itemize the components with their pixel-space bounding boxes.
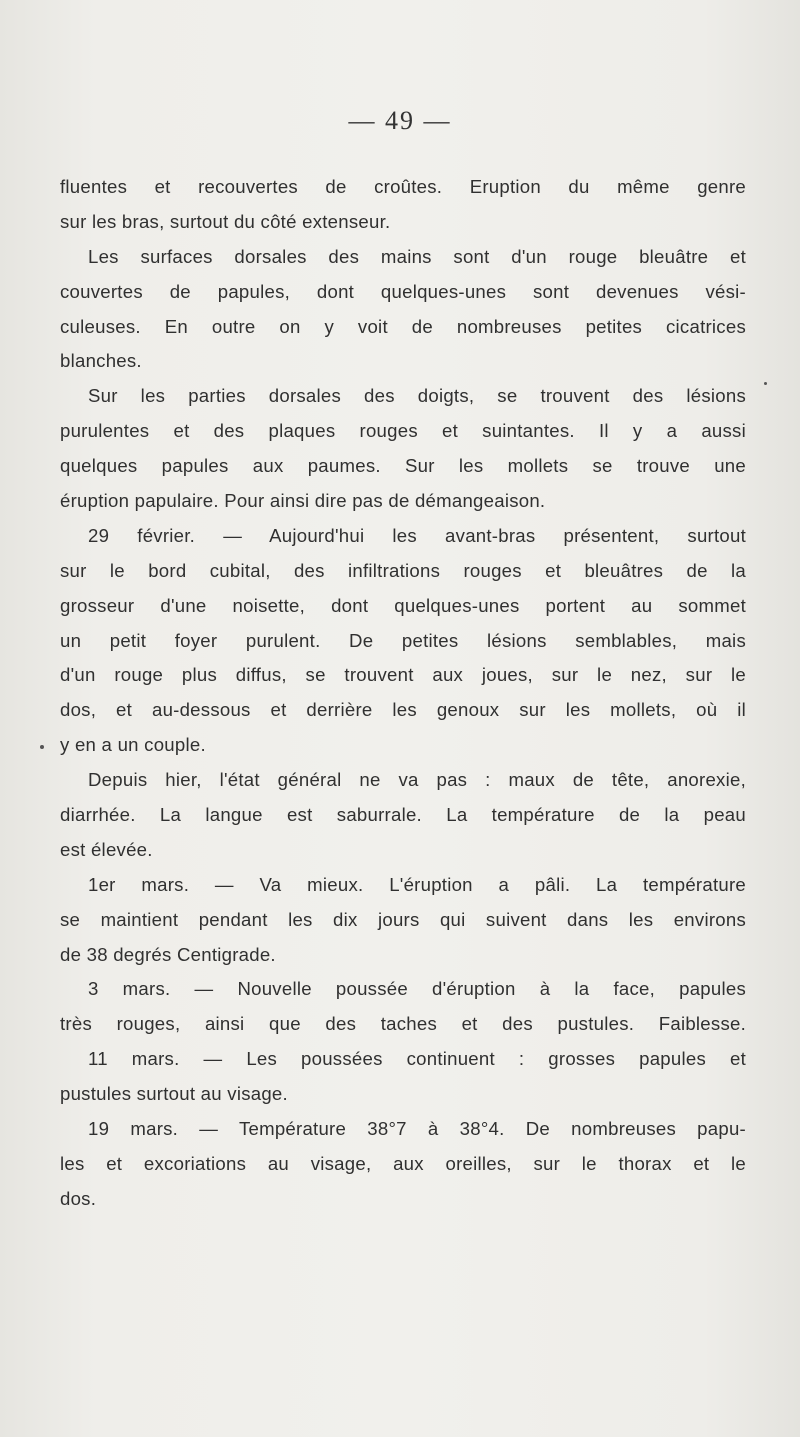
text-line: culeuses. En outre on y voit de nombreuses petites cicatrices [60, 315, 746, 337]
text-line: 19 mars. — Température 38°7 à 38°4. De nombreuses papu- [88, 1118, 746, 1140]
text-line: grosseur d'une noisette, dont quelques-unes portent au sommet [60, 594, 746, 616]
text-line: de 38 degrés Centigrade. [60, 943, 276, 965]
text-line: dos. [60, 1187, 97, 1209]
text-line: dos, et au-dessous et derrière les genoux sur les mollets, où il [60, 699, 746, 721]
text-line: 29 février. — Aujourd'hui les avant-bras présentent, surtout [88, 524, 746, 546]
text-line: très rouges, ainsi que des taches et des pustules. Faiblesse. [60, 1013, 746, 1035]
text-line: 3 mars. — Nouvelle poussée d'éruption à la face, papules [88, 978, 746, 1000]
text-line: y en a un couple. [60, 734, 206, 756]
text-line: d'un rouge plus diffus, se trouvent aux joues, sur le nez, sur le [60, 664, 746, 686]
text-line: blanches. [60, 350, 142, 372]
text-line: sur le bord cubital, des infiltrations rouges et bleuâtres de la [60, 559, 746, 581]
text-line: pustules surtout au visage. [60, 1083, 288, 1105]
text-line: les et excoriations au visage, aux oreilles, sur le thorax et le [60, 1152, 746, 1174]
text-line: Depuis hier, l'état général ne va pas : maux de tête, anorexie, [88, 769, 746, 791]
page-number: — 49 — [348, 106, 452, 135]
text-line: fluentes et recouvertes de croûtes. Eruption du même genre [60, 176, 746, 197]
text-line: sur les bras, surtout du côté extenseur. [60, 210, 391, 232]
text-line: se maintient pendant les dix jours qui suivent dans les environs [60, 908, 746, 930]
text-line: 1er mars. — Va mieux. L'éruption a pâli. La température [88, 873, 746, 895]
ink-speck [40, 745, 44, 749]
text-line: couvertes de papules, dont quelques-unes sont devenues vési- [60, 280, 746, 302]
text-line: éruption papulaire. Pour ainsi dire pas de démangeaison. [60, 490, 546, 512]
text-line: diarrhée. La langue est saburrale. La température de la peau [60, 804, 746, 826]
text-line: est élevée. [60, 838, 153, 860]
body-text [60, 170, 746, 1217]
text-line: 11 mars. — Les poussées continuent : grosses papules et [88, 1048, 746, 1070]
text-line: un petit foyer purulent. De petites lésions semblables, mais [60, 629, 746, 651]
text-line: Les surfaces dorsales des mains sont d'un rouge bleuâtre et [88, 245, 746, 267]
text-line: Sur les parties dorsales des doigts, se trouvent des lésions [88, 385, 746, 407]
ink-speck [764, 382, 767, 385]
text-line: quelques papules aux paumes. Sur les mollets se trouve une [60, 455, 746, 477]
text-line: purulentes et des plaques rouges et suintantes. Il y a aussi [60, 420, 746, 442]
